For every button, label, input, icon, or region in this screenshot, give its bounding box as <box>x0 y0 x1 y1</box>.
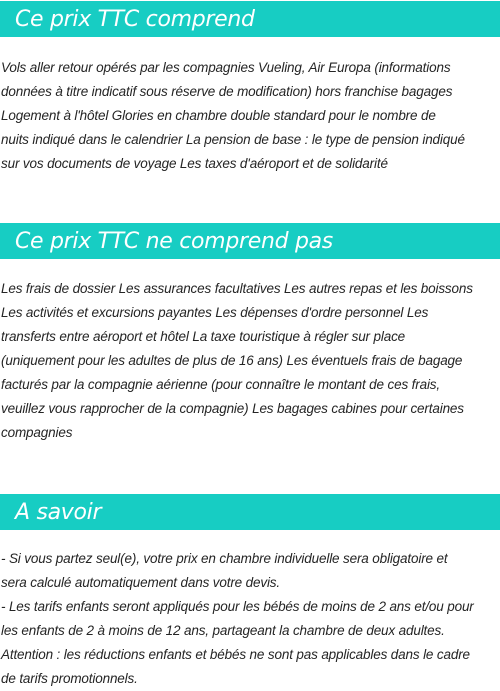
text-line: sera calculé automatiquement dans votre devis. <box>1 575 281 590</box>
text-line: de tarifs promotionnels. <box>1 671 138 686</box>
text-line: veuillez vous rapprocher de la compagnie) Les bagages cabines pour certaines <box>1 401 464 416</box>
text-line: données à titre indicatif sous réserve de modification) hors franchise bagages <box>1 84 453 99</box>
text-line: (uniquement pour les adultes de plus de 16 ans) Les éventuels frais de bagage <box>1 353 463 368</box>
text-line: - Les tarifs enfants seront appliqués pour les bébés de moins de 2 ans et/ou pour <box>1 599 474 614</box>
good-to-know-header <box>0 494 500 530</box>
text-line: Attention : les réductions enfants et bébés ne sont pas applicables dans le cadre <box>1 647 470 662</box>
text-line: Logement à l'hôtel Glories en chambre double standard pour le nombre de <box>1 108 436 123</box>
price-excludes-header <box>0 223 500 259</box>
price-includes-title: Ce prix TTC comprend <box>15 6 255 32</box>
text-line: Vols aller retour opérés par les compagnies Vueling, Air Europa (informations <box>1 60 451 75</box>
text-line: Les activités et excursions payantes Les dépenses d'ordre personnel Les <box>1 305 429 320</box>
text-line: les enfants de 2 à moins de 12 ans, partageant la chambre de deux adultes. <box>1 623 445 638</box>
price-includes-text <box>0 56 500 176</box>
good-to-know-section <box>0 494 500 691</box>
text-line: nuits indiqué dans le calendrier La pension de base : le type de pension indiqué <box>1 132 465 147</box>
price-includes-header <box>0 1 500 37</box>
text-line: Les frais de dossier Les assurances facultatives Les autres repas et les boissons <box>1 281 473 296</box>
text-line: transferts entre aéroport et hôtel La taxe touristique à régler sur place <box>1 329 406 344</box>
text-line: facturés par la compagnie aérienne (pour connaître le montant de ces frais, <box>1 377 441 392</box>
price-excludes-section <box>0 223 500 445</box>
good-to-know-title: A savoir <box>15 499 102 525</box>
price-includes-section <box>0 1 500 176</box>
text-line: sur vos documents de voyage Les taxes d'aéroport et de solidarité <box>1 156 388 171</box>
price-excludes-title: Ce prix TTC ne comprend pas <box>15 228 333 254</box>
price-excludes-text <box>0 277 500 445</box>
good-to-know-text <box>0 547 500 691</box>
text-line: compagnies <box>1 425 73 440</box>
text-line: - Si vous partez seul(e), votre prix en chambre individuelle sera obligatoire et <box>1 551 448 566</box>
